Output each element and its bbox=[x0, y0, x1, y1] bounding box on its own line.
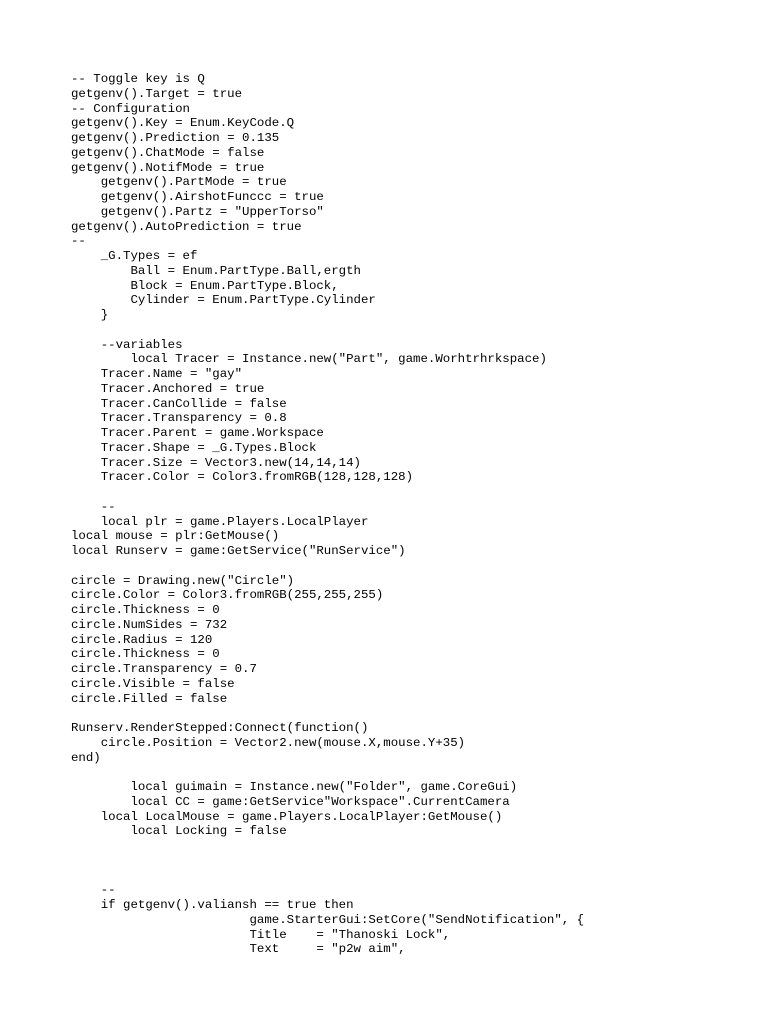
code-line: circle.Thickness = 0 bbox=[71, 603, 220, 617]
code-line: circle.Thickness = 0 bbox=[71, 647, 220, 662]
code-line: Title = "Thanoski Lock", bbox=[71, 927, 451, 942]
code-line: local mouse = plr:GetMouse() bbox=[71, 529, 280, 544]
code-line: getgenv().NotifMode = true bbox=[71, 160, 265, 175]
code-line: getgenv().Key = Enum.KeyCode.Q bbox=[71, 116, 295, 131]
code-line: getgenv().AirshotFunccc = true bbox=[71, 190, 324, 204]
code-line bbox=[71, 765, 751, 780]
code-line: local plr = game.Players.LocalPlayer bbox=[71, 514, 369, 529]
code-line: circle = Drawing.new("Circle") bbox=[71, 573, 295, 588]
code-line: _G.Types = ef bbox=[71, 249, 198, 263]
code-line: Tracer.Size = Vector3.new(14,14,14) bbox=[71, 455, 361, 470]
code-line: getgenv().AutoPrediction = true bbox=[71, 219, 302, 234]
code-line: } bbox=[71, 308, 109, 322]
code-line: Runserv.RenderStepped:Connect(function() bbox=[71, 721, 369, 735]
code-line: --variables bbox=[71, 337, 183, 352]
code-line: game.StarterGui:SetCore("SendNotification", { bbox=[71, 912, 585, 927]
code-line bbox=[71, 323, 751, 338]
code-line: circle.Position = Vector2.new(mouse.X,mouse.Y+35) bbox=[71, 735, 466, 750]
code-line: end) bbox=[71, 750, 101, 765]
code-line bbox=[71, 839, 751, 854]
code-line: getgenv().Target = true bbox=[71, 86, 243, 101]
code-line: getgenv().ChatMode = false bbox=[71, 145, 265, 160]
code-line: if getgenv().valiansh == true then bbox=[71, 898, 354, 912]
code-line: local Locking = false bbox=[71, 824, 287, 839]
code-line: circle.Color = Color3.fromRGB(255,255,255) bbox=[71, 588, 384, 603]
code-line: getgenv().Partz = "UpperTorso" bbox=[71, 204, 324, 219]
code-line: -- bbox=[71, 883, 116, 898]
code-line: Tracer.Anchored = true bbox=[71, 381, 265, 396]
code-line: Block = Enum.PartType.Block, bbox=[71, 278, 339, 293]
code-line bbox=[71, 485, 751, 500]
code-line bbox=[71, 559, 751, 574]
code-line bbox=[71, 854, 751, 869]
code-listing bbox=[71, 72, 751, 957]
code-line: local LocalMouse = game.Players.LocalPlayer:GetMouse() bbox=[71, 809, 503, 824]
code-line: circle.NumSides = 732 bbox=[71, 617, 228, 632]
code-line: Tracer.Color = Color3.fromRGB(128,128,128) bbox=[71, 470, 414, 485]
code-line: -- bbox=[71, 499, 116, 514]
code-line: local Tracer = Instance.new("Part", game.Worhtrhrkspace) bbox=[71, 352, 547, 367]
code-line: local guimain = Instance.new("Folder", game.CoreGui) bbox=[71, 780, 518, 794]
code-line: Cylinder = Enum.PartType.Cylinder bbox=[71, 293, 376, 308]
code-line: local Runserv = game:GetService("RunService") bbox=[71, 544, 406, 558]
code-line bbox=[71, 706, 751, 721]
code-line: circle.Filled = false bbox=[71, 691, 228, 706]
code-line: Text = "p2w aim", bbox=[71, 942, 406, 957]
code-line: circle.Visible = false bbox=[71, 676, 235, 691]
code-line: Tracer.Parent = game.Workspace bbox=[71, 426, 324, 440]
code-line: Ball = Enum.PartType.Ball,ergth bbox=[71, 263, 361, 278]
code-line: Tracer.Name = "gay" bbox=[71, 367, 243, 381]
code-line bbox=[71, 869, 751, 884]
code-line: Tracer.Transparency = 0.8 bbox=[71, 411, 287, 426]
code-line: Tracer.Shape = _G.Types.Block bbox=[71, 440, 317, 455]
code-line: getgenv().PartMode = true bbox=[71, 175, 287, 190]
code-line: getgenv().Prediction = 0.135 bbox=[71, 131, 280, 145]
code-line: -- Configuration bbox=[71, 101, 190, 116]
code-line: Tracer.CanCollide = false bbox=[71, 396, 287, 411]
code-line: circle.Radius = 120 bbox=[71, 632, 213, 647]
code-line: -- bbox=[71, 234, 86, 249]
code-line: circle.Transparency = 0.7 bbox=[71, 662, 257, 676]
code-line: local CC = game:GetService"Workspace".CurrentCamera bbox=[71, 794, 510, 809]
code-line: -- Toggle key is Q bbox=[71, 72, 205, 86]
